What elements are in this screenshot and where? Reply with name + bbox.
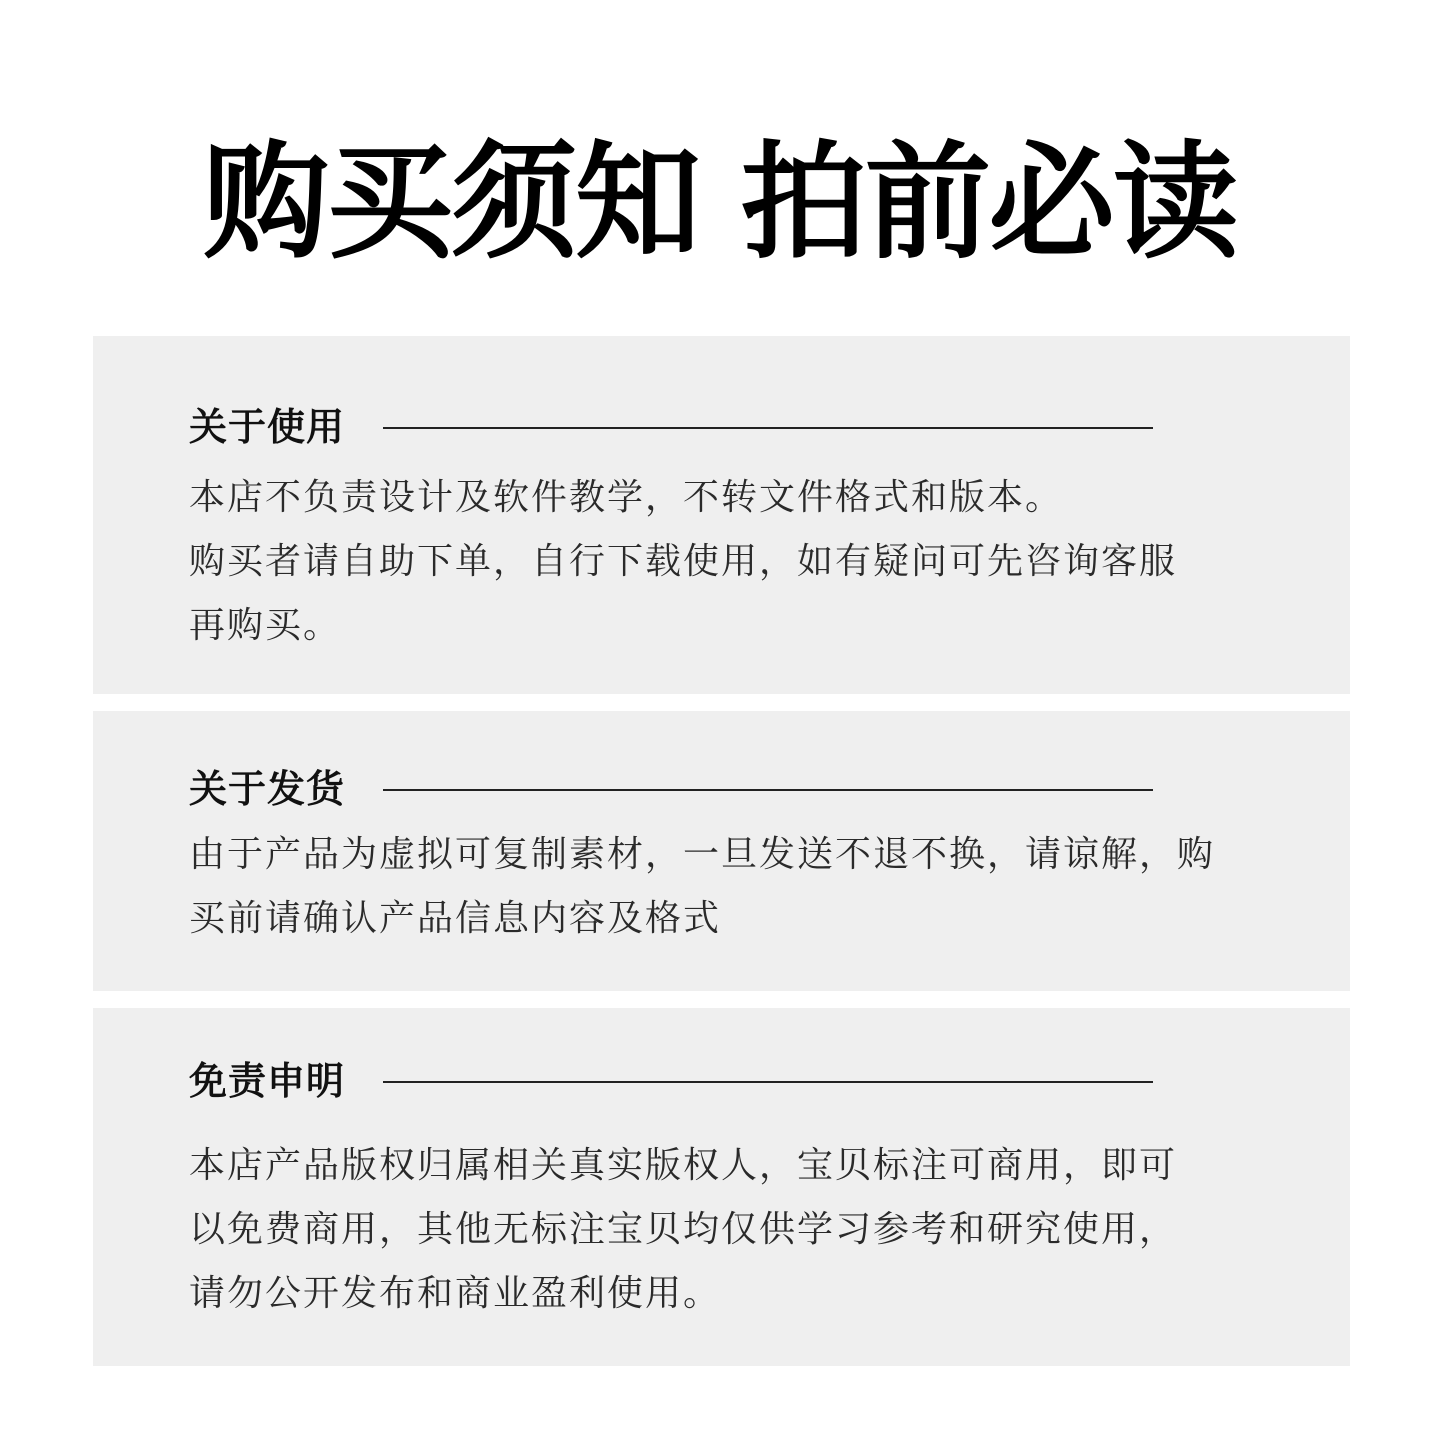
section-heading-text: 关于发货 xyxy=(189,767,346,811)
section-divider xyxy=(383,427,1153,429)
section-shipping xyxy=(93,711,1350,991)
body-line: 本店产品版权归属相关真实版权人，宝贝标注可商用，即可 xyxy=(189,1145,1178,1186)
section-divider xyxy=(383,789,1153,791)
body-line: 购买者请自助下单，自行下载使用，如有疑问可先咨询客服 xyxy=(189,541,1178,582)
section-heading xyxy=(189,404,345,450)
body-line: 请勿公开发布和商业盈利使用。 xyxy=(189,1273,722,1314)
section-heading-text: 关于使用 xyxy=(189,405,346,449)
section-usage xyxy=(93,336,1350,694)
section-disclaimer xyxy=(93,1008,1350,1366)
section-heading xyxy=(189,766,345,812)
section-heading xyxy=(189,1058,345,1104)
body-line: 以免费商用，其他无标注宝贝均仅供学习参考和研究使用， xyxy=(189,1209,1178,1250)
section-heading-text: 免责申明 xyxy=(189,1059,346,1103)
body-line: 再购买。 xyxy=(189,605,342,646)
section-body xyxy=(189,823,1279,951)
section-divider xyxy=(383,1081,1153,1083)
body-line: 买前请确认产品信息内容及格式 xyxy=(189,898,722,939)
body-line: 由于产品为虚拟可复制素材，一旦发送不退不换，请谅解，购 xyxy=(189,834,1216,875)
section-body xyxy=(189,1134,1279,1326)
body-line: 本店不负责设计及软件教学，不转文件格式和版本。 xyxy=(189,477,1064,518)
page-title: 购买须知 拍前必读 xyxy=(203,129,1237,276)
section-body xyxy=(189,466,1279,658)
